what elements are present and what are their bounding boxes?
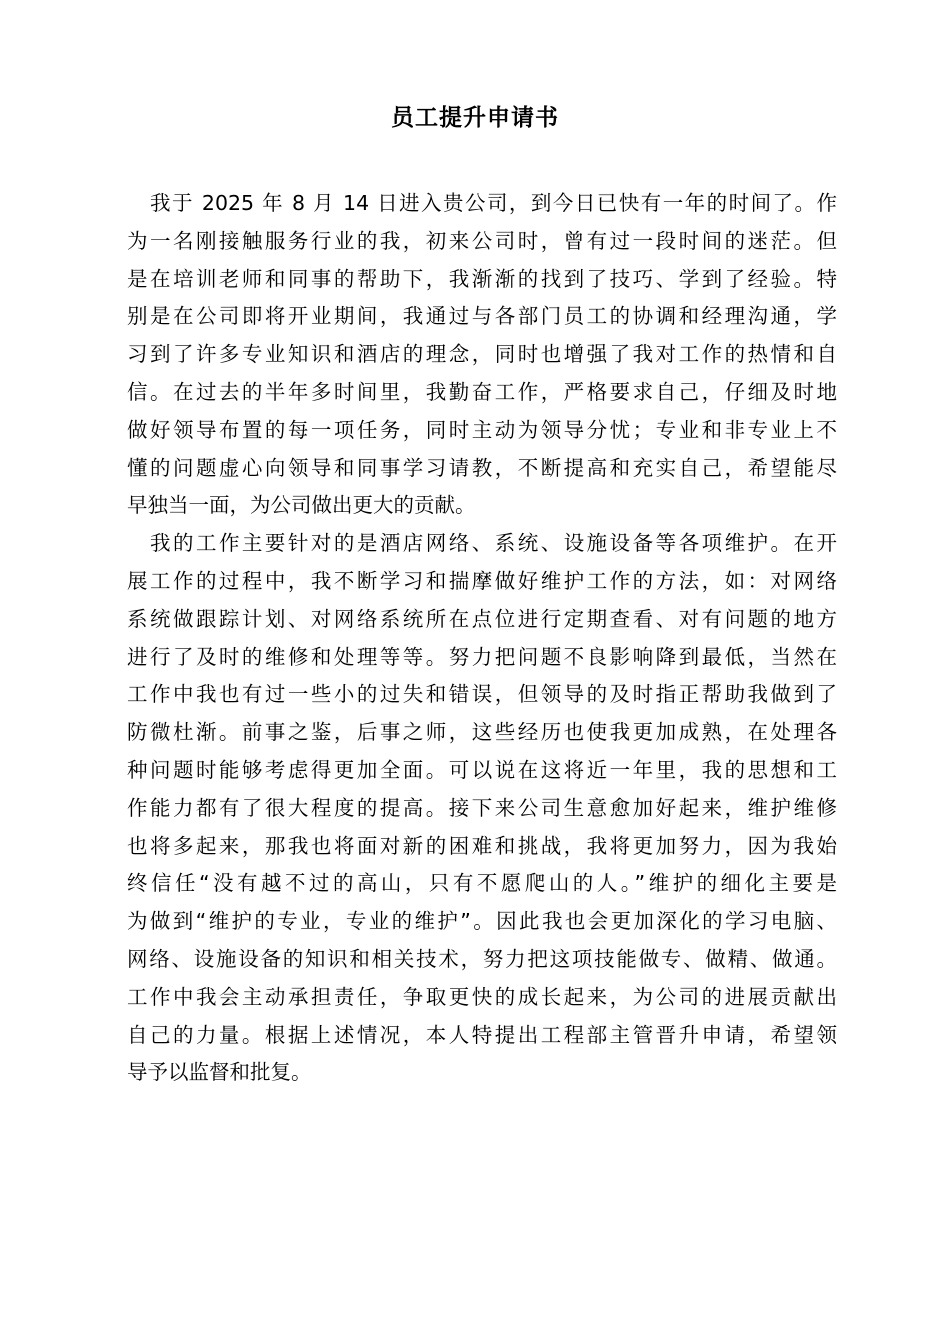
body-text-line: 种问题时能够考虑得更加全面。可以说在这将近一年里，我的思想和工	[127, 757, 837, 782]
body-text-line: 我的工作主要针对的是酒店网络、系统、设施设备等各项维护。在开	[150, 531, 837, 556]
body-text-line: 也将多起来，那我也将面对新的困难和挑战，我将更加努力，因为我始	[127, 833, 837, 858]
body-text-line: 为做到“维护的专业，专业的维护”。因此我也会更加深化的学习电脑、	[127, 909, 837, 934]
body-text-line: 为一名刚接触服务行业的我，初来公司时，曾有过一段时间的迷茫。但	[127, 228, 837, 253]
body-text-line: 早独当一面，为公司做出更大的贡献。	[127, 493, 476, 518]
body-text-line: 做好领导布置的每一项任务，同时主动为领导分忧；专业和非专业上不	[127, 417, 837, 442]
body-text-line: 习到了许多专业知识和酒店的理念，同时也增强了我对工作的热情和自	[127, 342, 837, 367]
body-text-line: 作能力都有了很大程度的提高。接下来公司生意愈加好起来，维护维修	[127, 795, 837, 820]
body-text-line: 工作中我会主动承担责任，争取更快的成长起来，为公司的进展贡献出	[127, 984, 837, 1009]
document-title: 员工提升申请书	[391, 105, 559, 131]
body-text-line: 系统做跟踪计划、对网络系统所在点位进行定期查看、对有问题的地方	[127, 606, 837, 631]
body-text-line: 展工作的过程中，我不断学习和揣摩做好维护工作的方法，如：对网络	[127, 568, 837, 593]
document-body	[127, 185, 837, 1092]
body-text-line: 信。在过去的半年多时间里，我勤奋工作，严格要求自己，仔细及时地	[127, 379, 837, 404]
body-text-line: 别是在公司即将开业期间，我通过与各部门员工的协调和经理沟通，学	[127, 304, 837, 329]
body-text-line: 懂的问题虚心向领导和同事学习请教，不断提高和充实自己，希望能尽	[127, 455, 837, 480]
body-text-line: 工作中我也有过一些小的过失和错误，但领导的及时指正帮助我做到了	[127, 682, 837, 707]
body-text-line: 进行了及时的维修和处理等等。努力把问题不良影响降到最低，当然在	[127, 644, 837, 669]
body-text-line: 导予以监督和批复。	[127, 1060, 312, 1085]
body-text-line: 自己的力量。根据上述情况，本人特提出工程部主管晋升申请，希望领	[127, 1022, 837, 1047]
body-text-line: 网络、设施设备的知识和相关技术，努力把这项技能做专、做精、做通。	[127, 946, 837, 971]
body-text-line: 终信任“没有越不过的高山，只有不愿爬山的人。”维护的细化主要是	[127, 871, 837, 896]
body-text-line: 防微杜渐。前事之鉴，后事之师，这些经历也使我更加成熟，在处理各	[127, 720, 837, 745]
body-text-line: 是在培训老师和同事的帮助下，我渐渐的找到了技巧、学到了经验。特	[127, 266, 837, 291]
body-text-line: 我于 2025 年 8 月 14 日进入贵公司，到今日已快有一年的时间了。作	[150, 191, 837, 215]
